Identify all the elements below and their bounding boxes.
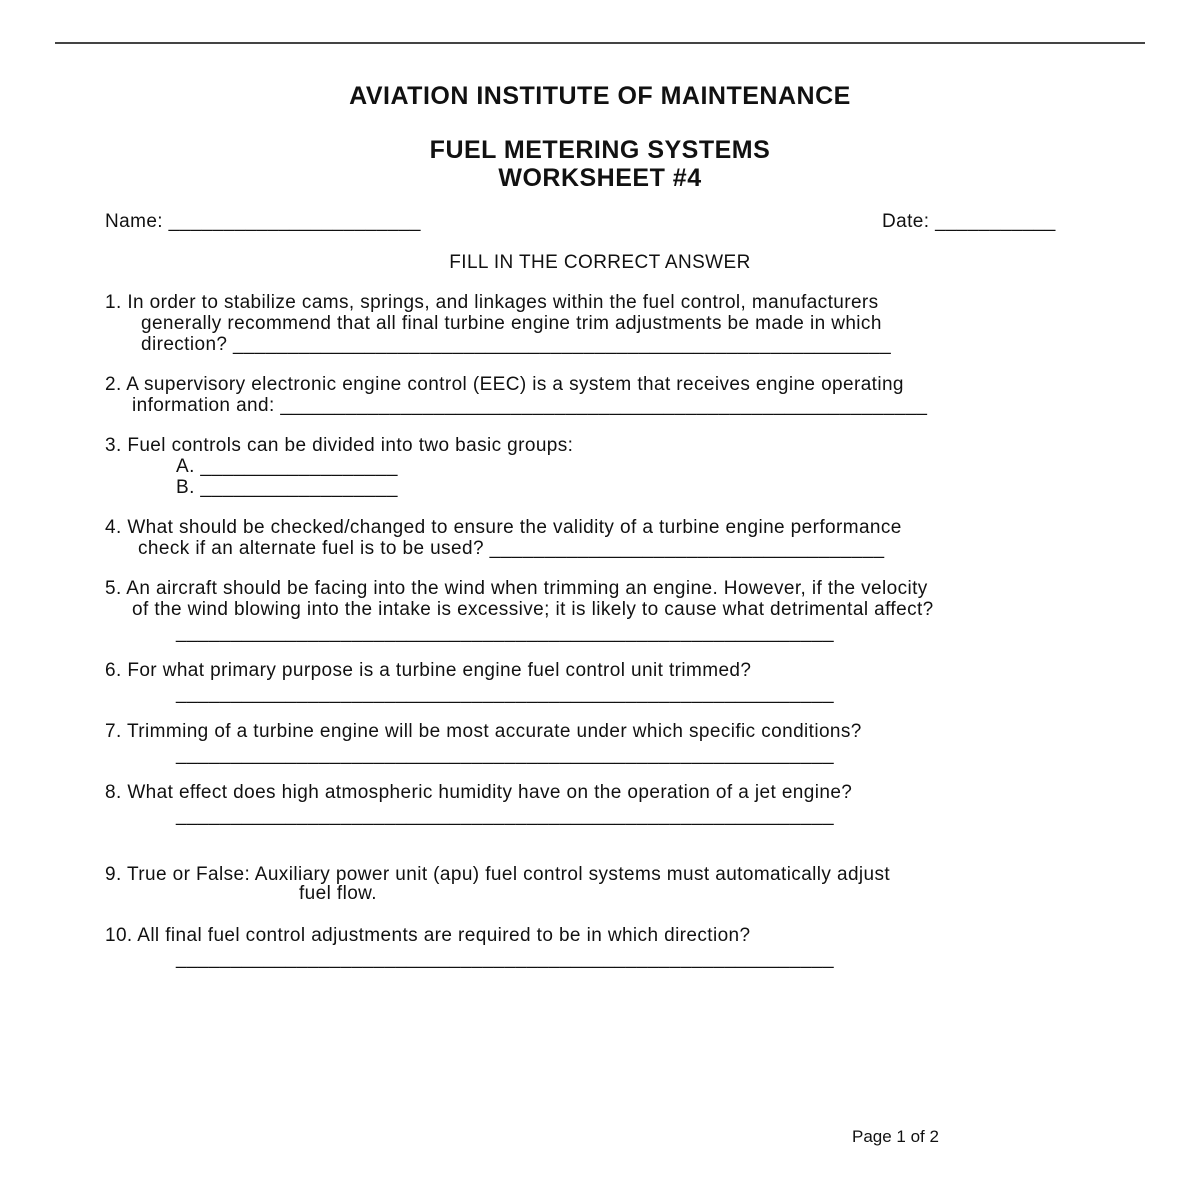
question-10: 10. All final fuel control adjustments are required to be in which direction? (105, 925, 751, 946)
question-5-answer-blank[interactable]: ____________________________________________________________ (176, 622, 835, 643)
question-2 (105, 374, 927, 416)
header-rule (55, 42, 1145, 44)
institution-title: AVIATION INSTITUTE OF MAINTENANCE (349, 82, 851, 110)
question-6-answer-blank[interactable]: ____________________________________________________________ (176, 683, 835, 704)
page-number: Page 1 of 2 (852, 1127, 939, 1146)
name-blank[interactable]: _______________________ (168, 211, 421, 232)
worksheet-title: WORKSHEET #4 (498, 164, 702, 192)
question-5-line-1: 5. An aircraft should be facing into the wind when trimming an engine. However, if the velocity (105, 578, 928, 599)
question-5 (105, 578, 934, 620)
question-8: 8. What effect does high atmospheric humidity have on the operation of a jet engine? (105, 782, 853, 803)
question-3-answer-b[interactable]: B. __________________ (176, 477, 398, 498)
name-label: Name: (105, 211, 163, 232)
question-7-answer-blank[interactable]: ____________________________________________________________ (176, 744, 835, 765)
date-blank[interactable]: ___________ (935, 211, 1056, 232)
question-2-line-2[interactable]: information and: ___________________________________________________________ (132, 395, 928, 416)
question-4-line-1: 4. What should be checked/changed to ensure the validity of a turbine engine performance (105, 517, 902, 538)
date-field[interactable] (882, 211, 1056, 232)
question-9-line-2: fuel flow. (299, 883, 377, 904)
question-9 (105, 864, 890, 904)
question-2-line-1: 2. A supervisory electronic engine control (EEC) is a system that receives engine operating (105, 374, 904, 395)
question-5-line-2: of the wind blowing into the intake is excessive; it is likely to cause what detrimental affect? (132, 599, 934, 620)
question-1 (105, 292, 891, 355)
question-1-line-2: generally recommend that all final turbine engine trim adjustments be made in which (141, 313, 882, 334)
question-8-answer-blank[interactable]: ____________________________________________________________ (176, 805, 835, 826)
question-9-line-1: 9. True or False: Auxiliary power unit (apu) fuel control systems must automatically adjust (105, 864, 891, 885)
date-label: Date: (882, 211, 930, 232)
question-10-answer-blank[interactable]: ____________________________________________________________ (176, 948, 835, 969)
question-4 (105, 517, 902, 559)
question-3-answer-a[interactable]: A. __________________ (176, 456, 398, 477)
subject-title: FUEL METERING SYSTEMS (429, 136, 771, 164)
question-3: 3. Fuel controls can be divided into two basic groups: (105, 435, 574, 456)
name-field[interactable] (105, 211, 421, 232)
question-6: 6. For what primary purpose is a turbine engine fuel control unit trimmed? (105, 660, 752, 681)
question-1-line-1: 1. In order to stabilize cams, springs, and linkages within the fuel control, manufacturers (105, 292, 879, 313)
instructions: FILL IN THE CORRECT ANSWER (449, 252, 751, 273)
question-7: 7. Trimming of a turbine engine will be most accurate under which specific conditions? (105, 721, 862, 742)
question-4-line-2[interactable]: check if an alternate fuel is to be used? ____________________________________ (138, 538, 885, 559)
question-1-line-3[interactable]: direction? ____________________________________________________________ (141, 334, 892, 355)
